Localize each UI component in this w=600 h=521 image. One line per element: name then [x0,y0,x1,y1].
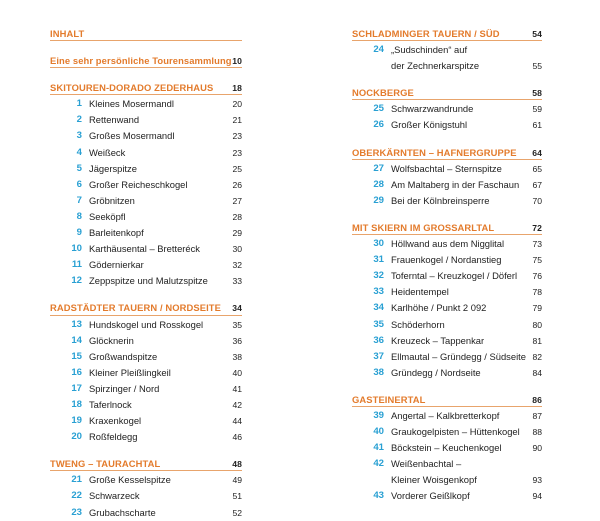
tour-title: Schwarzwandrunde [391,103,474,115]
section-spacer [50,42,242,53]
section-title: Eine sehr persönliche Tourensammlung [50,55,232,67]
page-number: 23 [232,147,242,158]
tour-title: Böckstein – Keuchenkogel [391,442,502,454]
section-title: RADSTÄDTER TAUERN / NORDSEITE [50,302,221,314]
page-number: 59 [532,104,542,115]
tour-title: Großes Mosermandl [89,130,175,142]
tour-number: 15 [71,350,82,362]
page-number: 67 [532,179,542,190]
toc-entry [352,365,542,381]
tour-title: Karlhöhe / Punkt 2 092 [391,302,487,314]
page-number: 61 [532,120,542,131]
toc-entry [352,236,542,252]
toc-entry [352,488,542,504]
tour-title: Toferntal – Kreuzkogel / Döferl [391,270,518,282]
page-number: 48 [232,459,242,470]
page-number: 76 [532,271,542,282]
section-spacer [352,209,542,220]
tour-number: 11 [71,259,82,271]
page-number: 29 [232,228,242,239]
tour-number: 26 [373,119,384,131]
tour-title: Weißeck [89,146,126,158]
page-number: 25 [232,163,242,174]
tour-title: Jägerspitze [89,162,137,174]
toc-entry [50,413,242,429]
tour-title: Gröbnitzen [89,194,135,206]
section-title: SCHLADMINGER TAUERN / SÜD [352,28,500,39]
page-number: 90 [532,443,542,454]
tour-number: 23 [71,506,82,518]
toc-entry-continuation [352,58,542,74]
page-number: 93 [532,475,542,486]
tour-title: Hundskogel und Rosskogel [89,318,204,330]
section-divider [352,406,542,407]
toc-entry [352,117,542,133]
tour-title: Am Maltaberg in der Faschaun [391,178,520,190]
tour-title: Heidentempel [391,286,449,298]
tour-number: 12 [71,275,82,287]
page-number: 78 [532,287,542,298]
tour-title: Bei der Kölnbreinsperre [391,194,490,206]
page-number: 51 [232,491,242,502]
page-number: 27 [232,195,242,206]
toc-entry [50,381,242,397]
toc-entry [352,268,542,284]
toc-entry [50,505,242,521]
tour-number: 33 [373,286,384,298]
page-number: 81 [532,335,542,346]
tour-title: Großwandspitze [89,350,158,362]
page-number: 38 [232,351,242,362]
page-number: 18 [232,83,242,94]
section-divider [352,40,542,41]
tour-number: 9 [76,227,82,239]
page-number: 84 [532,367,542,378]
toc-entry [50,349,242,365]
tour-title: Großer Königstuhl [391,119,468,131]
page-number: 79 [532,303,542,314]
section-spacer [352,134,542,145]
section-title: NOCKBERGE [352,87,414,99]
page-number: 44 [232,416,242,427]
tour-title: Große Kesselspitze [89,474,171,486]
section-divider [50,40,242,41]
toc-right-column [352,26,542,505]
toc-entry [50,365,242,381]
toc-entry-continuation [352,472,542,488]
tour-title: Kleines Mosermandl [89,98,174,110]
section-spacer [50,69,242,80]
toc-entry [50,193,242,209]
toc-entry [352,193,542,209]
toc-entry [352,317,542,333]
tour-number: 16 [71,366,82,378]
page-number: 26 [232,179,242,190]
tour-number: 24 [373,44,384,56]
section-divider [352,99,542,100]
tour-number: 1 [76,98,82,110]
toc-entry [352,42,542,58]
page-number: 32 [232,260,242,271]
section-spacer [352,381,542,392]
tour-title: Taferlnock [89,398,132,410]
toc-entry [50,177,242,193]
tour-number: 20 [71,431,82,443]
tour-title: Zeppspitze und Malutzspitze [89,275,208,287]
section-title: MIT SKIERN IM GROSSARLTAL [352,221,495,233]
tour-title: Wolfsbachtal – Sternspitze [391,162,502,174]
tour-title: Kreuzeck – Tappenkar [391,334,485,346]
page-number: 28 [232,211,242,222]
tour-title: Weißenbachtal – [391,458,462,470]
tour-title: Ellmautal – Gründegg / Südseite [391,350,526,362]
section-title: SKITOUREN-DORADO ZEDERHAUS [50,82,214,94]
tour-title: Glöcknerin [89,334,134,346]
toc-entry [352,349,542,365]
page-number: 35 [232,319,242,330]
section-divider [50,94,242,95]
toc-entry [352,284,542,300]
section-title: TWENG – TAURACHTAL [50,458,161,470]
page-number: 40 [232,367,242,378]
tour-number: 22 [71,490,82,502]
tour-title: der Zechnerkarspitze [391,60,480,72]
page-number: 87 [532,410,542,421]
tour-number: 35 [373,318,384,330]
section-divider [50,470,242,471]
toc-entry [50,209,242,225]
toc-entry [352,456,542,472]
tour-number: 14 [71,334,82,346]
tour-title: Frauenkogel / Nordanstieg [391,254,502,266]
tour-number: 40 [373,426,384,438]
tour-number: 8 [76,210,82,222]
toc-entry [50,112,242,128]
page-number: 34 [232,303,242,314]
section-heading [352,220,542,236]
tour-number: 2 [76,114,82,126]
page-number: 80 [532,319,542,330]
toc-left-column [50,26,242,521]
section-heading [50,456,242,472]
tour-title: Rettenwand [89,114,140,126]
tour-number: 27 [373,162,384,174]
tour-number: 17 [71,382,82,394]
tour-number: 25 [373,103,384,115]
tour-title: Höllwand aus dem Nigglital [391,238,505,250]
tour-title: Angertal – Kalkbretterkopf [391,409,500,421]
page-number: 21 [232,115,242,126]
section-title: GASTEINERTAL [352,393,426,405]
toc-entry [50,128,242,144]
toc-entry [352,177,542,193]
toc-entry [50,96,242,112]
tour-title: Seeköpfl [89,210,126,222]
tour-number: 5 [76,162,82,174]
tour-number: 3 [76,130,82,142]
tour-number: 32 [373,270,384,282]
toc-entry [352,252,542,268]
tour-number: 37 [373,350,384,362]
tour-number: 28 [373,178,384,190]
tour-number: 39 [373,409,384,421]
section-spacer [352,74,542,85]
tour-title: Gründegg / Nordseite [391,366,481,378]
toc-entry [352,161,542,177]
tour-number: 41 [373,442,384,454]
toc-entry [352,101,542,117]
toc-entry [50,488,242,504]
section-heading [50,300,242,316]
tour-number: 18 [71,398,82,410]
section-divider [352,234,542,235]
section-heading [50,53,242,69]
toc-entry [352,408,542,424]
tour-title: Vorderer Geißlkopf [391,490,470,502]
section-title: OBERKÄRNTEN – HAFNERGRUPPE [352,146,517,158]
page-number: 75 [532,255,542,266]
section-title: INHALT [50,28,85,39]
section-spacer [50,445,242,456]
tour-title: Barleitenkopf [89,227,144,239]
tour-number: 19 [71,415,82,427]
tour-title: Spirzinger / Nord [89,382,160,394]
section-heading [352,392,542,408]
section-divider [352,159,542,160]
toc-entry [50,429,242,445]
toc-entry [352,440,542,456]
toc-entry [50,257,242,273]
tour-title: Großer Reicheschkogel [89,178,188,190]
page-number: 88 [532,427,542,438]
tour-number: 7 [76,194,82,206]
toc-entry [50,317,242,333]
page-number: 86 [532,394,542,405]
tour-number: 4 [76,146,82,158]
page-number: 10 [232,56,242,67]
tour-number: 29 [373,194,384,206]
page-number: 20 [232,99,242,110]
section-heading [352,85,542,101]
tour-number: 30 [373,238,384,250]
page-number: 46 [232,432,242,443]
page-number: 58 [532,88,542,99]
tour-title: Schwarzeck [89,490,140,502]
page-number: 55 [532,61,542,72]
page-number: 94 [532,491,542,502]
toc-entry [50,241,242,257]
section-heading [50,80,242,96]
toc-entry [352,424,542,440]
toc-entry [352,300,542,316]
toc-entry [50,472,242,488]
toc-entry [50,161,242,177]
page-number: 33 [232,276,242,287]
tour-title: „Sudschinden“ auf [391,44,468,56]
page-number: 64 [532,147,542,158]
tour-title: Roßfeldegg [89,431,138,443]
tour-number: 31 [373,254,384,266]
section-heading [352,145,542,161]
toc-entry [50,145,242,161]
tour-title: Gödernierkar [89,259,144,271]
toc-entry [50,225,242,241]
tour-title: Kleiner Woisgenkopf [391,474,477,486]
tour-number: 36 [373,334,384,346]
tour-number: 6 [76,178,82,190]
page-number: 41 [232,383,242,394]
tour-number: 13 [71,318,82,330]
tour-number: 34 [373,302,384,314]
page-number: 72 [532,222,542,233]
page-number: 70 [532,195,542,206]
tour-title: Kraxenkogel [89,415,142,427]
tour-title: Schöderhorn [391,318,445,330]
page-number: 42 [232,399,242,410]
tour-number: 10 [71,243,82,255]
tour-title: Graukogelpisten – Hüttenkogel [391,426,520,438]
page-number: 54 [532,29,542,39]
tour-title: Grubachscharte [89,506,156,518]
page-number: 82 [532,351,542,362]
section-divider [50,315,242,316]
page-number: 30 [232,244,242,255]
tour-number: 38 [373,366,384,378]
toc-entry [50,273,242,289]
section-divider [50,67,242,68]
toc-entry [352,333,542,349]
page-number: 23 [232,131,242,142]
toc-entry [50,397,242,413]
tour-number: 43 [373,490,384,502]
page-number: 49 [232,475,242,486]
tour-title: Karthäusental – Bretteréck [89,243,200,255]
tour-title: Kleiner Pleißlingkeil [89,366,171,378]
tour-number: 42 [373,458,384,470]
page-number: 36 [232,335,242,346]
section-heading [50,26,242,42]
page-number: 52 [232,507,242,518]
page-number: 65 [532,163,542,174]
page-number: 73 [532,239,542,250]
tour-number: 21 [71,474,82,486]
toc-entry [50,333,242,349]
section-spacer [50,289,242,300]
section-heading [352,26,542,42]
